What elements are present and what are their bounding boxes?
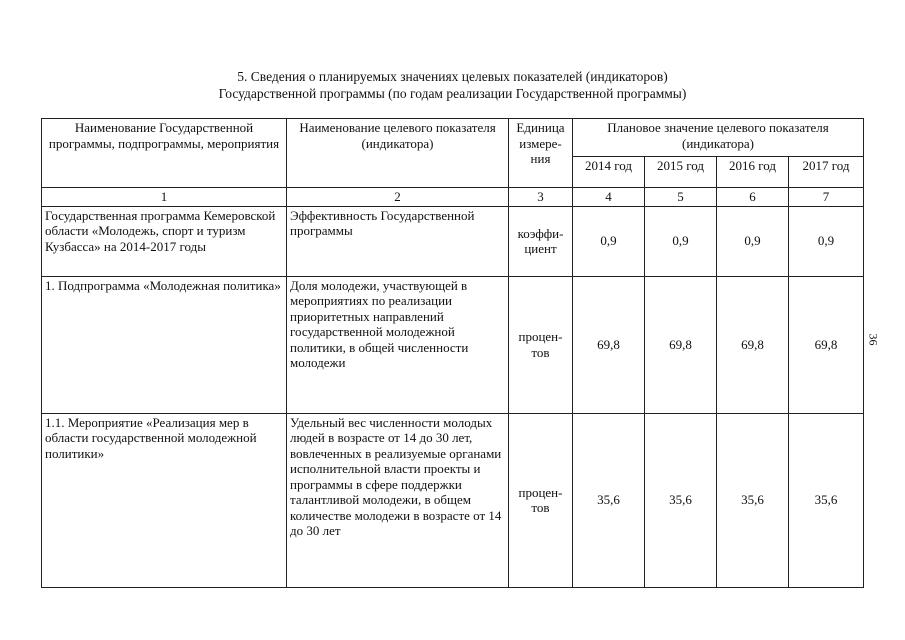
header-year-2017: 2017 год [789, 157, 864, 188]
title-line-1: 5. Сведения о планируемых значениях целевых показателей (индикаторов) [237, 69, 668, 84]
header-name: Наименование Государственной программы, подпрограммы, мероприятия [42, 119, 287, 188]
row-program-name: Государственная программа Кемеровской области «Молодежь, спорт и туризм Кузбасса» на 2014-2017 годы [42, 206, 287, 276]
column-numbers-row [42, 188, 864, 207]
col-number: 6 [717, 188, 789, 207]
row-unit: процен-тов [509, 276, 573, 413]
row-indicator: Доля молодежи, участвующей в мероприятиях по реализации приоритетных направлений государственной молодежной политики, в общей численности молодежи [287, 276, 509, 413]
row-value-2017: 0,9 [789, 206, 864, 276]
header-indicator: Наименование целевого показателя (индикатора) [287, 119, 509, 188]
row-value-2015: 35,6 [645, 413, 717, 587]
row-program-name: 1. Подпрограмма «Молодежная политика» [42, 276, 287, 413]
indicators-table [41, 118, 864, 588]
col-number: 5 [645, 188, 717, 207]
header-planned: Плановое значение целевого показателя (индикатора) [573, 119, 864, 157]
header-row [42, 119, 864, 157]
row-value-2014: 35,6 [573, 413, 645, 587]
col-number: 7 [789, 188, 864, 207]
col-number: 2 [287, 188, 509, 207]
table-row [42, 413, 864, 587]
row-value-2017: 35,6 [789, 413, 864, 587]
page-number: 36 [866, 333, 881, 346]
table-row [42, 206, 864, 276]
col-number: 3 [509, 188, 573, 207]
row-value-2014: 69,8 [573, 276, 645, 413]
row-program-name: 1.1. Мероприятие «Реализация мер в области государственной молодежной политики» [42, 413, 287, 587]
title-line-2: Государственной программы (по годам реализации Государственной программы) [218, 86, 687, 101]
header-year-2015: 2015 год [645, 157, 717, 188]
header-year-2014: 2014 год [573, 157, 645, 188]
row-value-2015: 0,9 [645, 206, 717, 276]
table-row [42, 276, 864, 413]
row-indicator: Удельный вес численности молодых людей в возрасте от 14 до 30 лет, вовлеченных в реализуемые органами исполнительной власти проекты и программы в сфере поддержки талантливой молодежи, в общем количестве молодежи в возрасте от 14 до 30 лет [287, 413, 509, 587]
row-value-2016: 35,6 [717, 413, 789, 587]
document-title [0, 68, 905, 102]
col-number: 1 [42, 188, 287, 207]
row-unit: процен-тов [509, 413, 573, 587]
row-value-2014: 0,9 [573, 206, 645, 276]
row-value-2017: 69,8 [789, 276, 864, 413]
row-value-2016: 69,8 [717, 276, 789, 413]
header-unit: Единица измере-ния [509, 119, 573, 188]
row-value-2015: 69,8 [645, 276, 717, 413]
col-number: 4 [573, 188, 645, 207]
row-indicator: Эффективность Государственной программы [287, 206, 509, 276]
row-value-2016: 0,9 [717, 206, 789, 276]
row-unit: коэффи-циент [509, 206, 573, 276]
header-year-2016: 2016 год [717, 157, 789, 188]
